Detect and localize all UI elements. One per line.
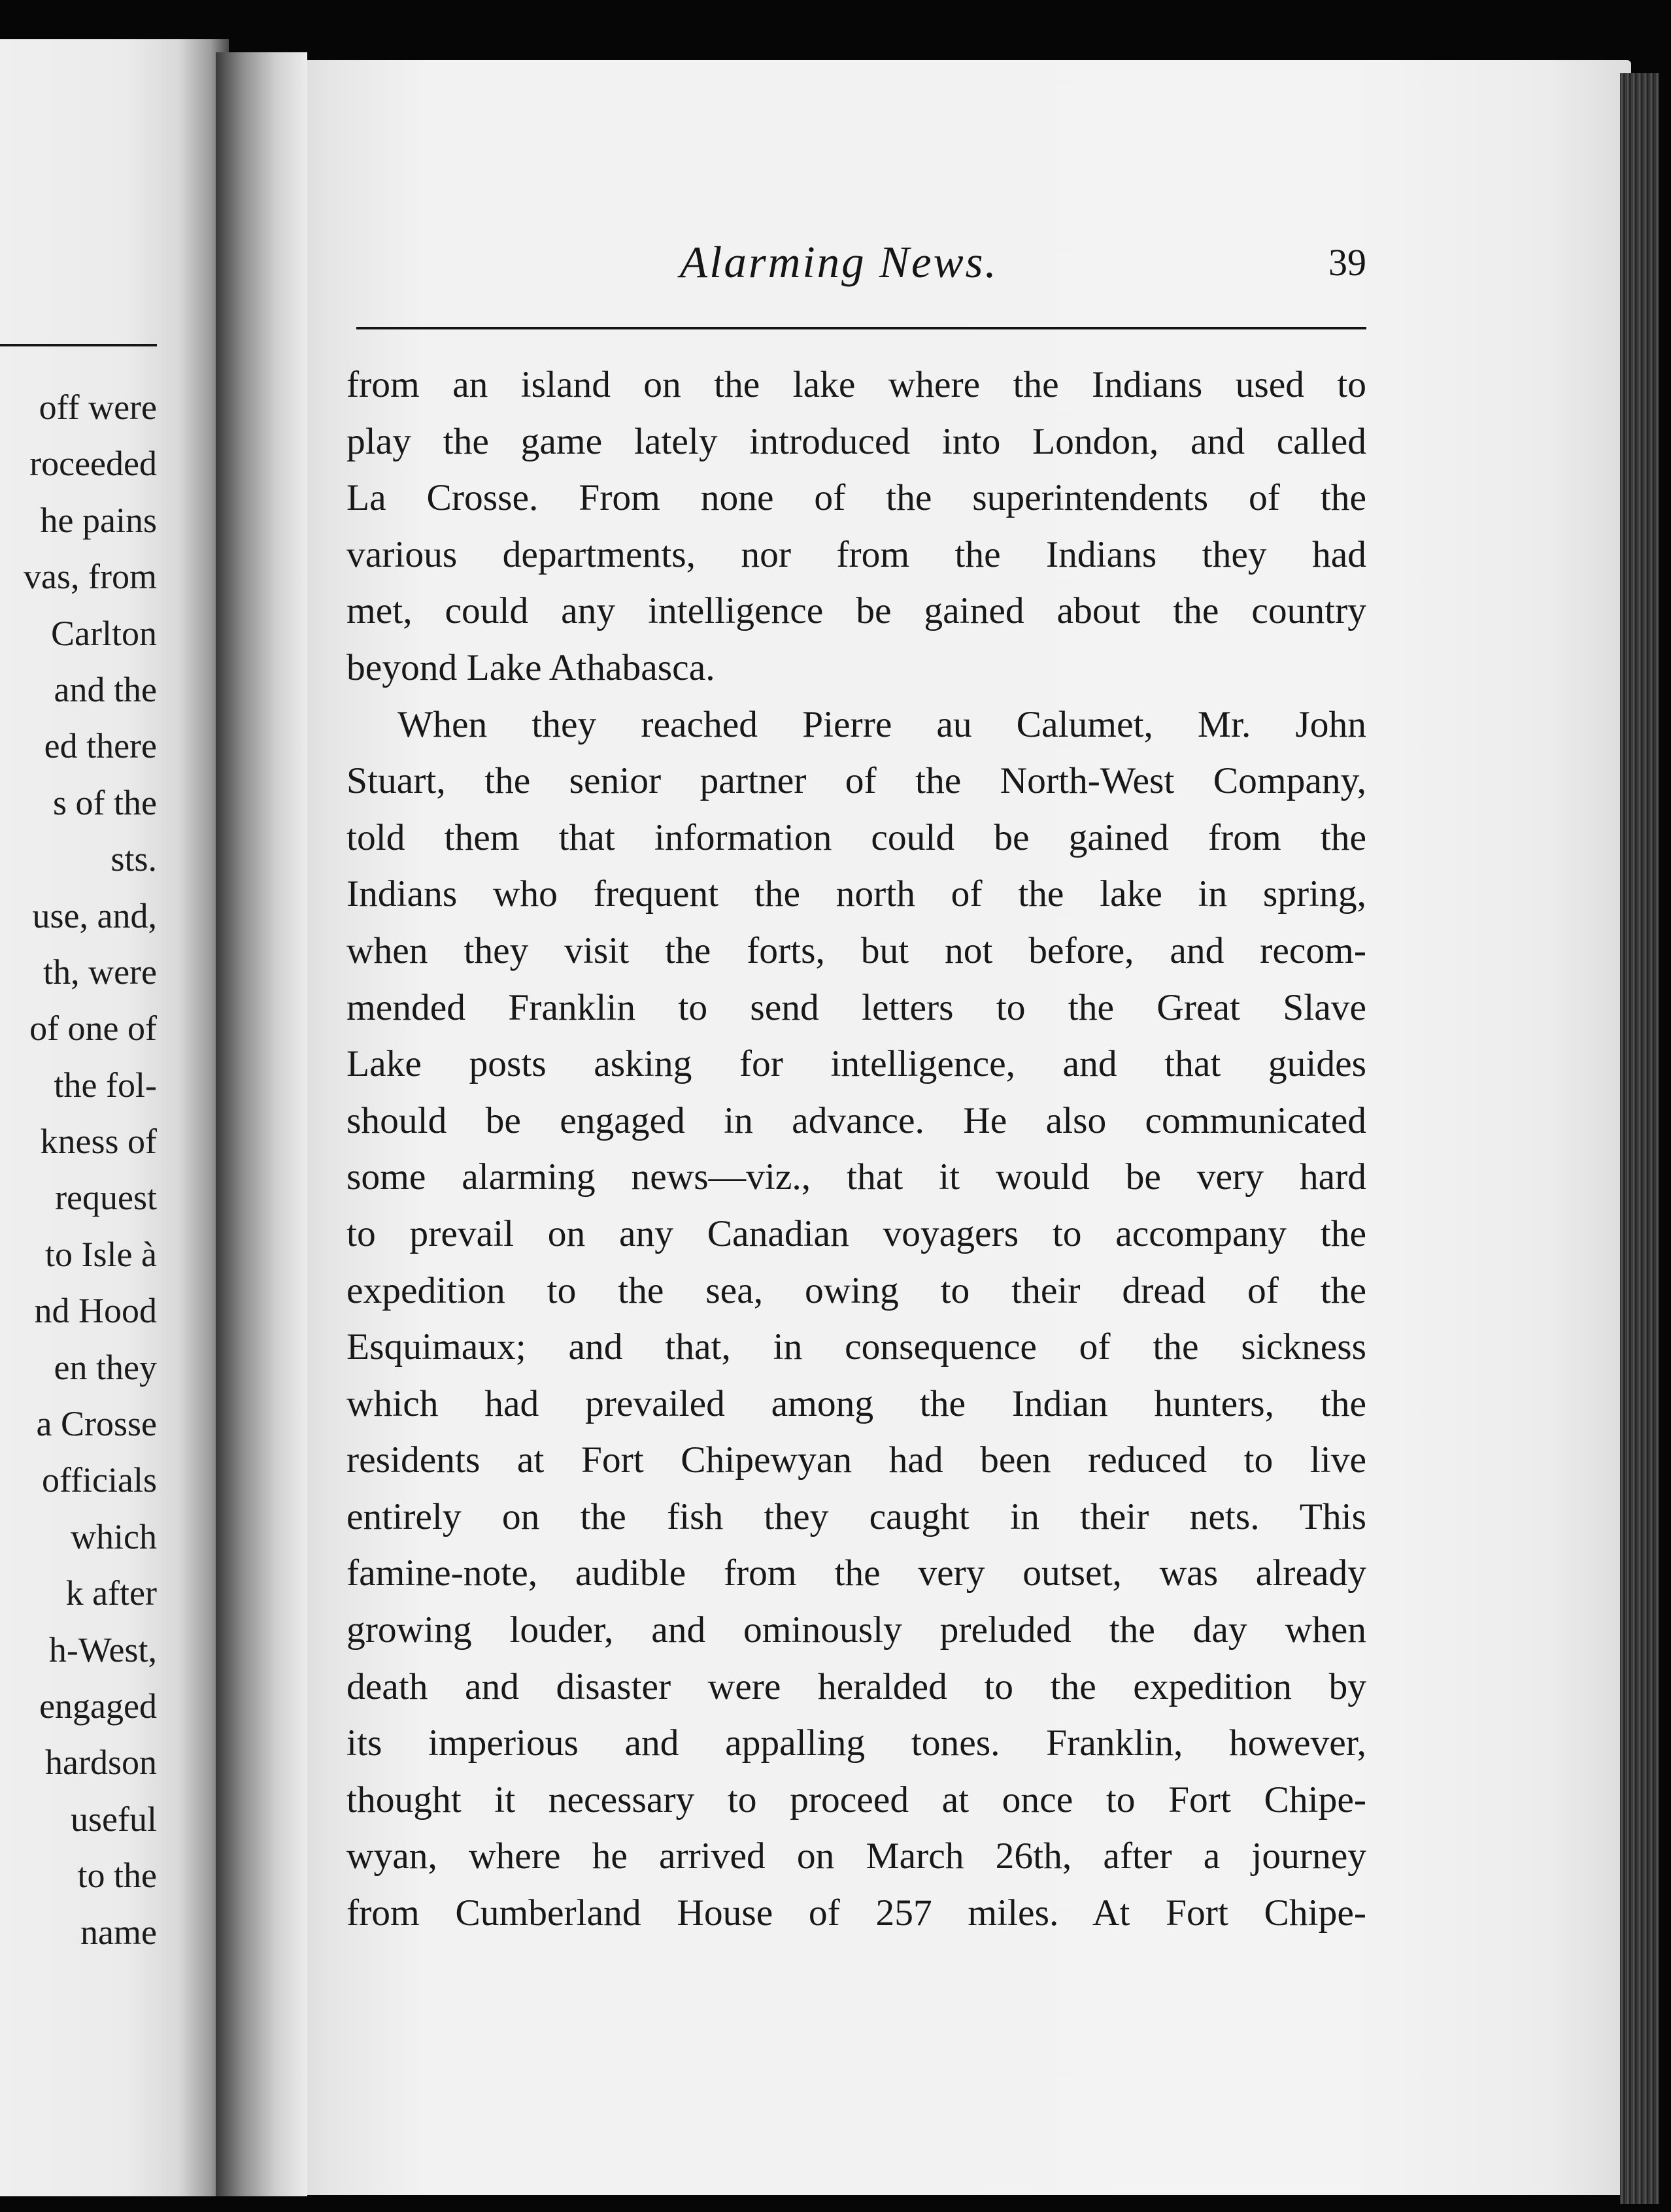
previous-page-line: officials	[42, 1460, 157, 1500]
text-line: entirely on the fish they caught in their nets. This	[346, 1496, 1366, 1537]
text-line: play the game lately introduced into London, and called	[346, 420, 1366, 462]
text-line: wyan, where he arrived on March 26th, after a journey	[346, 1835, 1366, 1877]
text-line: Esquimaux; and that, in consequence of the sickness	[346, 1326, 1366, 1368]
previous-page-line: roceeded	[29, 444, 157, 484]
previous-page-line: the fol-	[54, 1065, 157, 1105]
previous-page-line: nd Hood	[34, 1291, 157, 1331]
previous-page-line: sts.	[110, 839, 157, 879]
previous-page-line: to Isle à	[45, 1234, 157, 1274]
text-line: should be engaged in advance. He also communicated	[346, 1099, 1366, 1141]
text-line: growing louder, and ominously preluded the day when	[346, 1609, 1366, 1651]
previous-page-line: a Crosse	[36, 1404, 157, 1444]
previous-page-line: h-West,	[48, 1630, 157, 1669]
previous-page-header-rule	[0, 344, 157, 346]
text-line: When they reached Pierre au Calumet, Mr. John	[397, 703, 1366, 745]
previous-page-line: he pains	[40, 500, 157, 540]
text-line: death and disaster were heralded to the expedition by	[346, 1666, 1366, 1707]
previous-page-line: request	[55, 1178, 157, 1218]
previous-page-line: th, were	[43, 952, 157, 992]
previous-page-line: ed there	[44, 726, 157, 766]
text-line: met, could any intelligence be gained about the country	[346, 590, 1366, 632]
previous-page-line: name	[80, 1912, 157, 1952]
previous-page-line: useful	[71, 1799, 157, 1839]
text-line: to prevail on any Canadian voyagers to accompany the	[346, 1213, 1366, 1254]
text-line: its imperious and appalling tones. Franklin, however,	[346, 1722, 1366, 1764]
previous-page	[0, 39, 229, 2196]
page-number: 39	[1328, 241, 1366, 284]
book-gutter-shadow	[216, 52, 307, 2196]
body-text	[346, 357, 1366, 1942]
text-line: famine-note, audible from the very outset, was already	[346, 1552, 1366, 1594]
previous-page-line: and the	[54, 669, 157, 709]
text-line: which had prevailed among the Indian hunters, the	[346, 1382, 1366, 1424]
previous-page-line: off were	[39, 388, 157, 427]
text-line: when they visit the forts, but not before, and recom-	[346, 930, 1366, 971]
text-line: Indians who frequent the north of the lake in spring,	[346, 873, 1366, 915]
text-line: some alarming news—viz., that it would be very hard	[346, 1156, 1366, 1198]
text-line: from an island on the lake where the Indians used to	[346, 364, 1366, 405]
page-stack-edge	[1620, 73, 1659, 2204]
text-line: from Cumberland House of 257 miles. At Fort Chipe-	[346, 1892, 1366, 1934]
text-line: mended Franklin to send letters to the Great Slave	[346, 986, 1366, 1028]
previous-page-line: use, and,	[32, 896, 157, 935]
previous-page-line: hardson	[45, 1743, 157, 1783]
text-line: La Crosse. From none of the superintendents of the	[346, 477, 1366, 519]
previous-page-line: kness of	[40, 1122, 157, 1162]
text-line: various departments, nor from the Indians they had	[346, 533, 1366, 575]
text-line: Stuart, the senior partner of the North-West Company,	[346, 760, 1366, 802]
previous-page-line: en they	[54, 1347, 157, 1387]
previous-page-line: of one of	[29, 1009, 157, 1048]
text-line: Lake posts asking for intelligence, and that guides	[346, 1043, 1366, 1085]
previous-page-line: which	[71, 1517, 157, 1556]
page-header	[356, 235, 1366, 333]
previous-page-text	[0, 379, 157, 1960]
text-line: residents at Fort Chipewyan had been reduced to live	[346, 1439, 1366, 1481]
text-line: told them that information could be gained from the	[346, 816, 1366, 858]
previous-page-line: engaged	[39, 1686, 157, 1726]
text-line: thought it necessary to proceed at once to Fort Chipe-	[346, 1779, 1366, 1820]
previous-page-line: k after	[65, 1573, 157, 1613]
text-line: beyond Lake Athabasca.	[346, 646, 715, 688]
previous-page-line: s of the	[53, 782, 157, 822]
previous-page-line: to the	[77, 1856, 157, 1896]
previous-page-line: vas, from	[24, 557, 157, 597]
header-rule	[356, 327, 1366, 329]
running-title: Alarming News.	[680, 237, 998, 287]
text-line: expedition to the sea, owing to their dread of the	[346, 1269, 1366, 1311]
previous-page-line: Carlton	[51, 613, 157, 653]
